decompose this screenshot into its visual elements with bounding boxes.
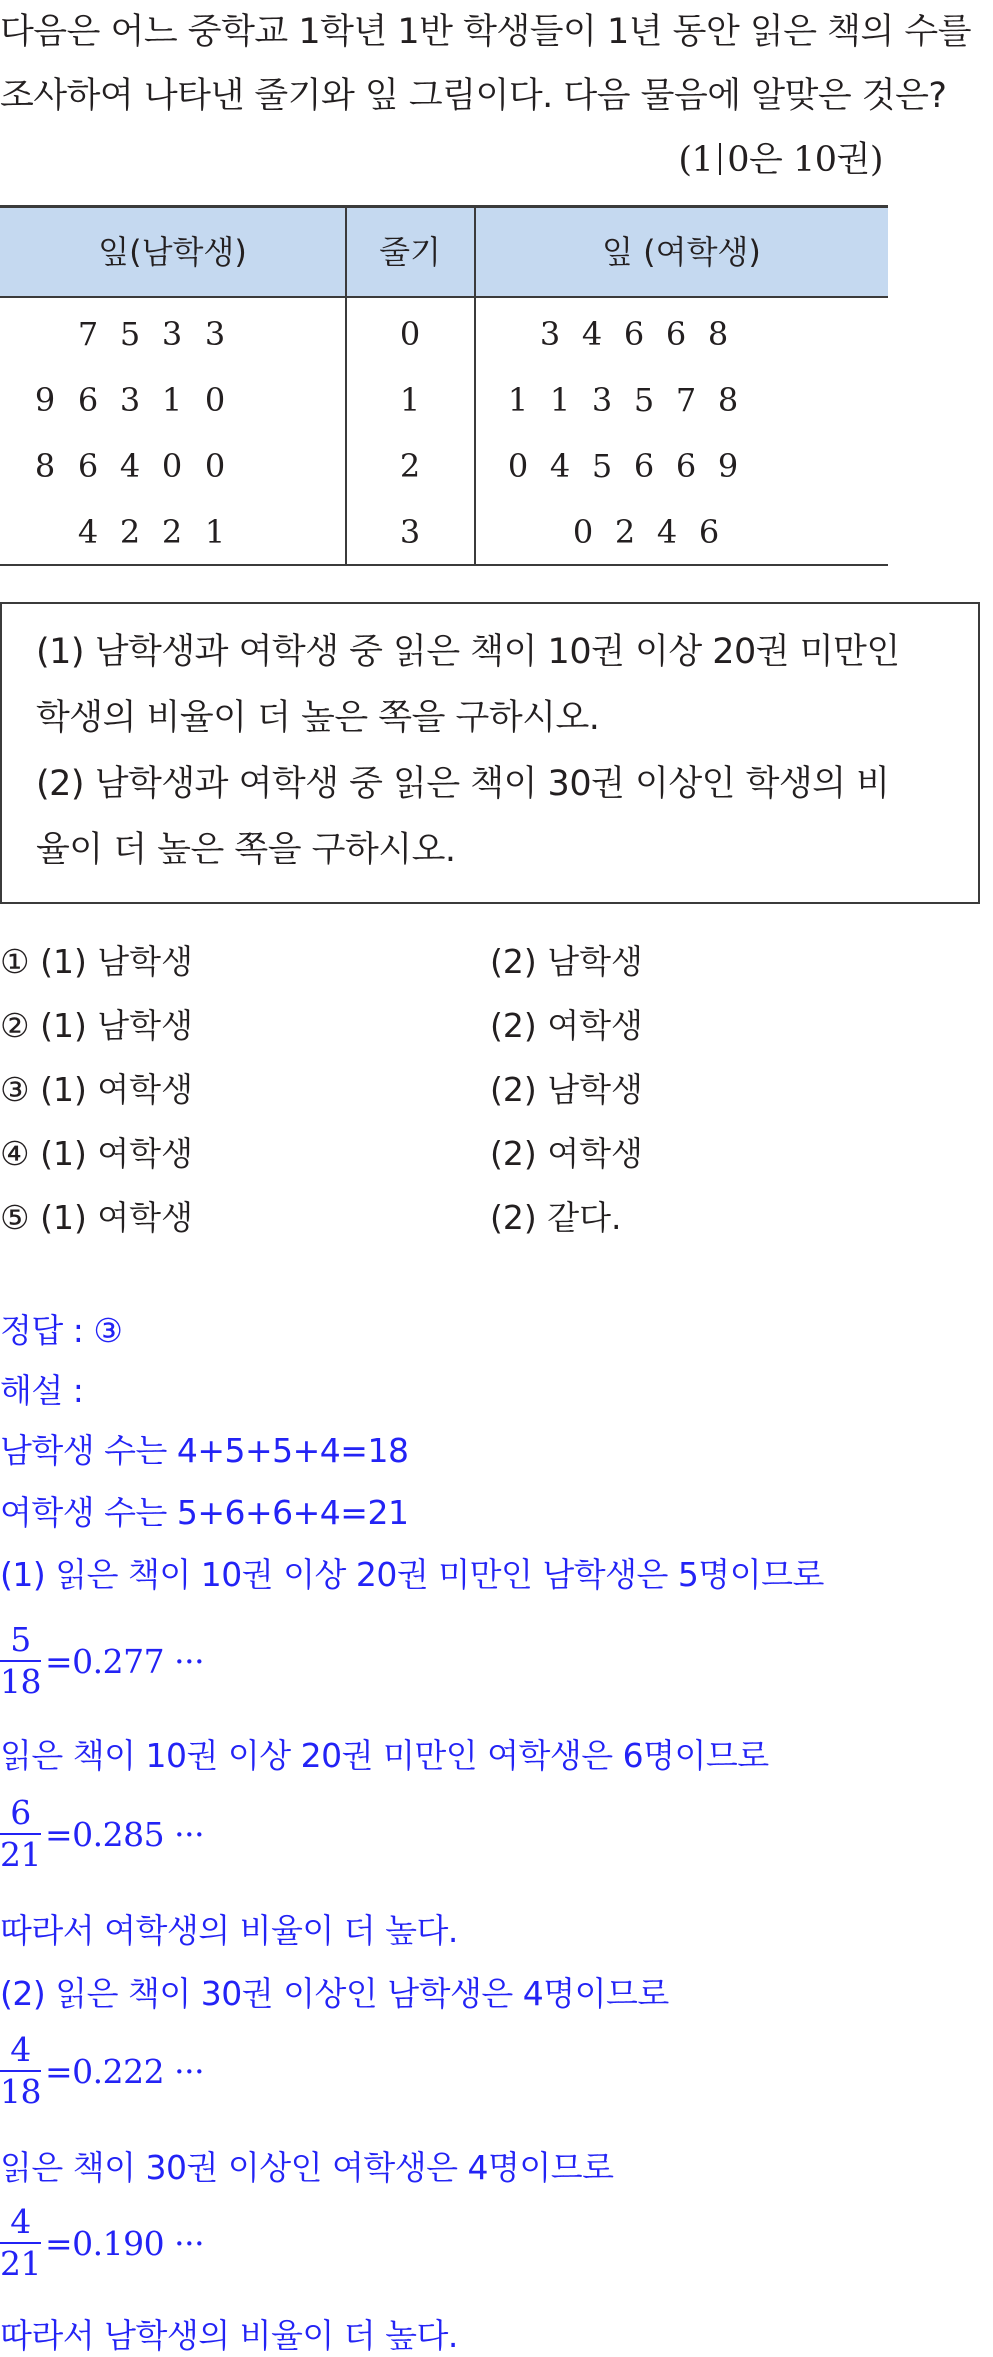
stem-value: 3 xyxy=(399,513,421,551)
fraction-girls-30 xyxy=(0,2202,204,2284)
choice-4[interactable]: ④ (1) 여학생 xyxy=(0,1134,193,1173)
leaf-boy: 3 xyxy=(119,381,141,419)
leaf-boy: 3 xyxy=(204,315,226,353)
choice-2-part-2: (2) 여학생 xyxy=(490,1006,643,1045)
header-stem: 줄기 xyxy=(379,233,441,271)
solution-line-1-boys: (1) 읽은 책이 10권 이상 20권 미만인 남학생은 5명이므로 xyxy=(0,1555,824,1594)
leaf-boy: 5 xyxy=(119,315,141,353)
solution-line-1-girls: 읽은 책이 10권 이상 20권 미만인 여학생은 6명이므로 xyxy=(0,1736,769,1775)
header-left-leaves: 잎(남학생) xyxy=(98,233,247,271)
unit-note-pre: (1 xyxy=(678,140,714,180)
fraction-denominator: 18 xyxy=(0,2072,41,2111)
solution-line-boys-count: 남학생 수는 4+5+5+4=18 xyxy=(0,1431,409,1470)
stem-leaf-row xyxy=(0,367,888,433)
stem-leaf-row xyxy=(0,301,888,367)
solution-line-girls-count: 여학생 수는 5+6+6+4=21 xyxy=(0,1493,409,1532)
leaf-girl: 6 xyxy=(665,315,687,353)
stem-value: 0 xyxy=(399,315,421,353)
leaf-girl: 3 xyxy=(539,315,561,353)
leaf-girl: 3 xyxy=(591,381,613,419)
sub-question-1-line-2: 학생의 비율이 더 높은 쪽을 구하시오. xyxy=(36,698,600,738)
divider-right xyxy=(474,208,476,296)
choice-3[interactable]: ③ (1) 여학생 xyxy=(0,1070,193,1109)
sub-question-2-line-1: (2) 남학생과 여학생 중 읽은 책이 30권 이상인 학생의 비 xyxy=(36,764,890,804)
leaf-girl: 8 xyxy=(707,315,729,353)
stem-leaf-row xyxy=(0,433,888,499)
leaf-girl: 6 xyxy=(623,315,645,353)
leaf-girl: 6 xyxy=(698,513,720,551)
leaf-girl: 4 xyxy=(656,513,678,551)
fraction-denominator: 21 xyxy=(0,2244,41,2283)
fraction-result: =0.285 ··· xyxy=(45,1814,205,1854)
stem-value: 2 xyxy=(399,447,421,485)
fraction-numerator: 4 xyxy=(10,2202,31,2241)
fraction-girls-10-20 xyxy=(0,1793,204,1875)
leaf-girl: 0 xyxy=(507,447,529,485)
leaf-girl: 6 xyxy=(675,447,697,485)
stem-leaf-body xyxy=(0,298,888,566)
leaf-boy: 1 xyxy=(204,513,226,551)
leaf-girl: 7 xyxy=(675,381,697,419)
fraction-denominator: 21 xyxy=(0,1835,41,1874)
question-line-1: 다음은 어느 중학교 1학년 1반 학생들이 1년 동안 읽은 책의 수를 xyxy=(0,12,972,52)
sub-question-1-line-1: (1) 남학생과 여학생 중 읽은 책이 10권 이상 20권 미만인 xyxy=(36,632,900,672)
stem-leaf-row xyxy=(0,499,888,565)
header-right-leaves: 잎 (여학생) xyxy=(602,233,761,271)
leaf-girl: 1 xyxy=(507,381,529,419)
fraction-numerator: 4 xyxy=(10,2030,31,2069)
answer-line: 정답 : ③ xyxy=(0,1311,123,1350)
leaf-girl: 0 xyxy=(572,513,594,551)
sub-question-2-line-2: 율이 더 높은 쪽을 구하시오. xyxy=(36,830,456,870)
leaf-boy: 4 xyxy=(119,447,141,485)
leaf-boy: 0 xyxy=(204,447,226,485)
leaf-boy: 2 xyxy=(161,513,183,551)
fraction-result: =0.190 ··· xyxy=(45,2223,205,2263)
leaf-girl: 4 xyxy=(549,447,571,485)
choice-4-part-2: (2) 여학생 xyxy=(490,1134,643,1173)
fraction-boys-10-20 xyxy=(0,1620,204,1702)
choice-3-part-2: (2) 남학생 xyxy=(490,1070,643,1109)
leaf-girl: 5 xyxy=(633,381,655,419)
question-line-2: 조사하여 나타낸 줄기와 잎 그림이다. 다음 물음에 알맞은 것은? xyxy=(0,76,947,116)
choice-1-part-2: (2) 남학생 xyxy=(490,942,643,981)
choice-1[interactable]: ① (1) 남학생 xyxy=(0,942,193,981)
fraction-result: =0.222 ··· xyxy=(45,2051,205,2091)
leaf-boy: 2 xyxy=(119,513,141,551)
fraction-denominator: 18 xyxy=(0,1662,41,1701)
leaf-girl: 6 xyxy=(633,447,655,485)
leaf-girl: 8 xyxy=(717,381,739,419)
leaf-girl: 5 xyxy=(591,447,613,485)
stemplot-unit-note xyxy=(0,128,993,192)
solution-conclusion-2: 따라서 남학생의 비율이 더 높다. xyxy=(0,2316,458,2355)
leaf-boy: 4 xyxy=(77,513,99,551)
choice-2[interactable]: ② (1) 남학생 xyxy=(0,1006,193,1045)
solution-line-2-girls: 읽은 책이 30권 이상인 여학생은 4명이므로 xyxy=(0,2148,614,2187)
unit-note-bar xyxy=(719,143,721,175)
fraction-result: =0.277 ··· xyxy=(45,1641,205,1681)
leaf-boy: 6 xyxy=(77,447,99,485)
explanation-label: 해설 : xyxy=(0,1371,84,1410)
leaf-boy: 8 xyxy=(34,447,56,485)
leaf-boy: 9 xyxy=(34,381,56,419)
stem-value: 1 xyxy=(399,381,421,419)
leaf-boy: 0 xyxy=(204,381,226,419)
leaf-girl: 1 xyxy=(549,381,571,419)
question xyxy=(0,0,993,192)
leaf-boy: 6 xyxy=(77,381,99,419)
leaf-boy: 3 xyxy=(161,315,183,353)
leaf-girl: 9 xyxy=(717,447,739,485)
sub-question-box xyxy=(0,602,980,904)
stem-leaf-table xyxy=(0,205,888,566)
solution-line-2-boys: (2) 읽은 책이 30권 이상인 남학생은 4명이므로 xyxy=(0,1974,669,2013)
solution-conclusion-1: 따라서 여학생의 비율이 더 높다. xyxy=(0,1911,458,1950)
fraction-boys-30 xyxy=(0,2030,204,2112)
unit-note-post: 0은 10권) xyxy=(727,140,883,180)
leaf-boy: 1 xyxy=(161,381,183,419)
choice-5[interactable]: ⑤ (1) 여학생 xyxy=(0,1198,193,1237)
stem-leaf-header xyxy=(0,205,888,298)
choice-5-part-2: (2) 같다. xyxy=(490,1198,622,1237)
leaf-boy: 7 xyxy=(77,315,99,353)
leaf-boy: 0 xyxy=(161,447,183,485)
fraction-numerator: 6 xyxy=(10,1793,31,1832)
divider-left xyxy=(345,208,347,296)
leaf-girl: 4 xyxy=(581,315,603,353)
leaf-girl: 2 xyxy=(614,513,636,551)
fraction-numerator: 5 xyxy=(10,1620,31,1659)
